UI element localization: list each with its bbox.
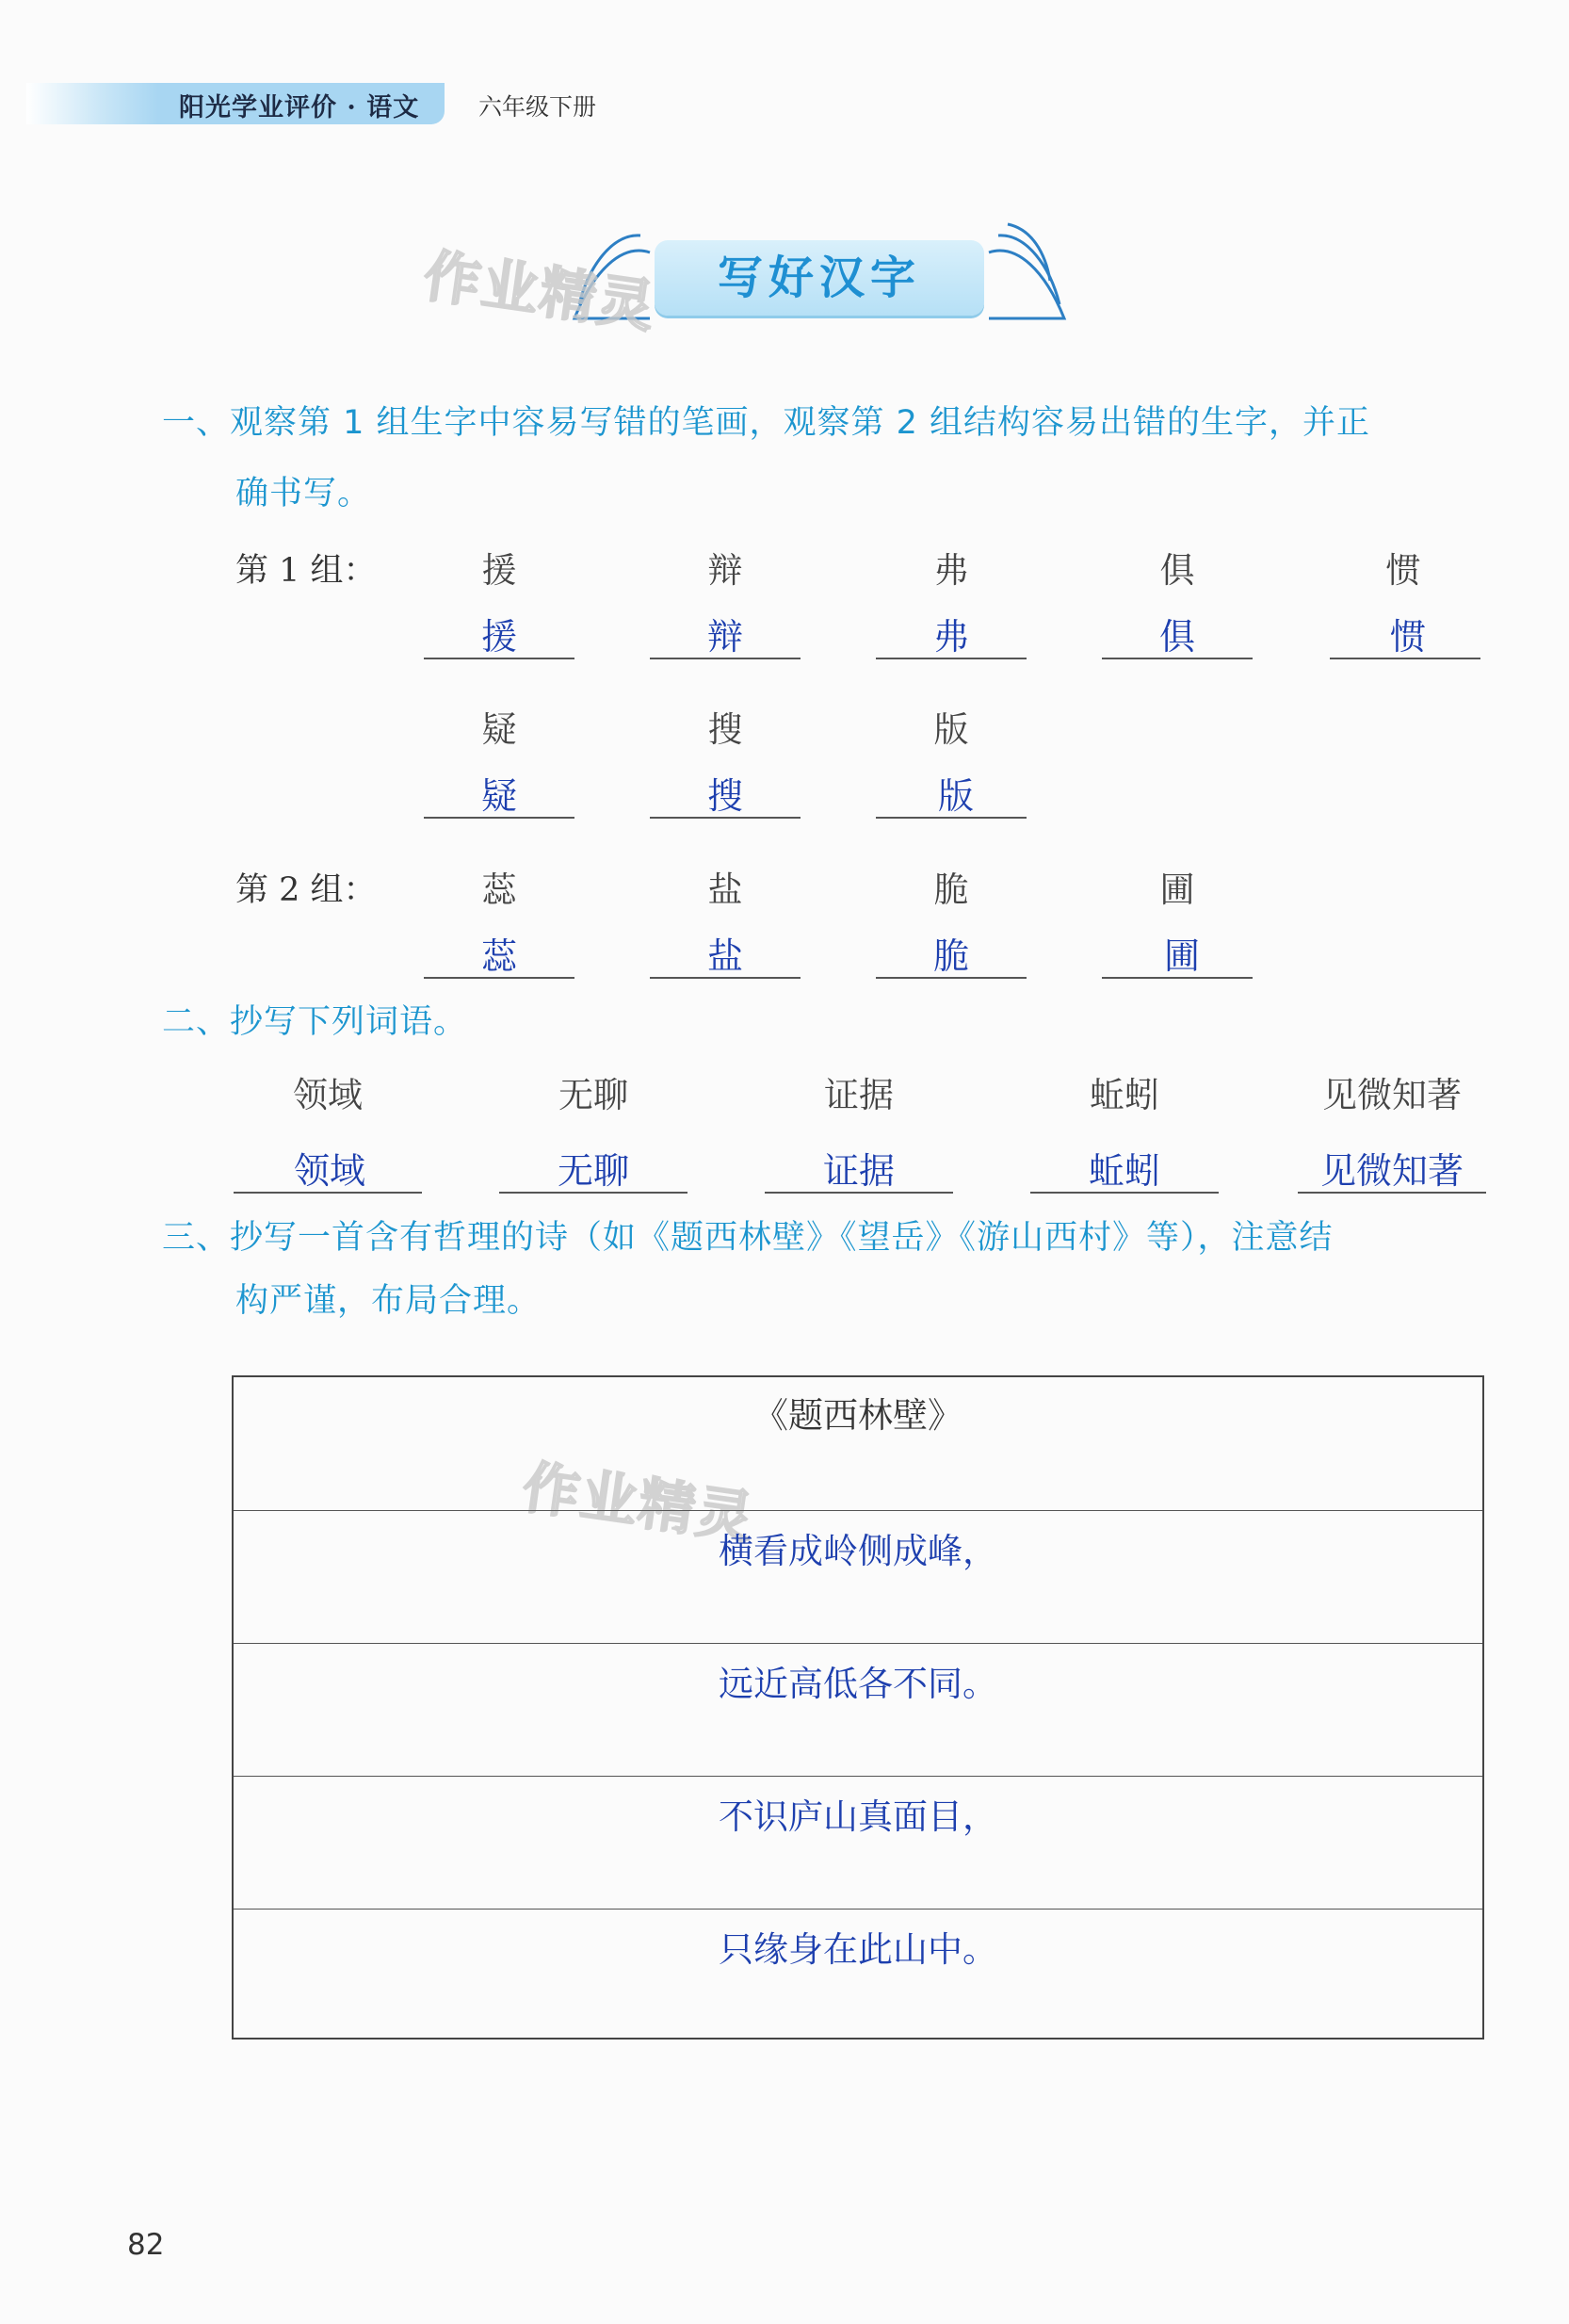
poem-row	[234, 1643, 1482, 1776]
handwritten-answer: 疑	[480, 775, 517, 817]
question-3-line-1: 三、抄写一首含有哲理的诗（如《题西林壁》《望岳》《游山西村》等），注意结	[162, 1219, 1334, 1257]
printed-char: 疑	[481, 709, 517, 750]
printed-char: 弗	[933, 550, 969, 591]
printed-word: 蚯蚓	[1090, 1075, 1159, 1115]
answer-line	[424, 977, 574, 979]
answer-line	[650, 977, 801, 979]
printed-char: 搜	[707, 709, 743, 750]
printed-word: 证据	[824, 1075, 894, 1115]
answer-line	[234, 1192, 422, 1194]
printed-char: 圃	[1159, 869, 1195, 910]
watermark: 作业精灵	[518, 1455, 759, 1552]
poem-title: 《题西林壁》	[753, 1395, 962, 1436]
printed-char: 辩	[707, 550, 743, 591]
handwritten-word: 无聊	[557, 1150, 629, 1192]
watermark: 作业精灵	[419, 243, 660, 341]
handwritten-word: 领域	[293, 1150, 365, 1192]
question-2-heading: 二、抄写下列词语。	[162, 1003, 468, 1041]
answer-line	[876, 658, 1027, 659]
poem-row	[234, 1909, 1482, 2041]
answer-line	[650, 817, 801, 819]
answer-line	[1102, 658, 1253, 659]
printed-char: 盐	[707, 869, 743, 910]
header-ribbon	[26, 83, 158, 124]
printed-word: 无聊	[558, 1075, 628, 1115]
series-title: 阳光学业评价 · 语文	[179, 93, 420, 122]
handwritten-answer: 圃	[1163, 935, 1200, 977]
printed-char: 援	[481, 550, 517, 591]
answer-line	[876, 977, 1027, 979]
handwritten-answer: 援	[480, 616, 517, 658]
title-box	[655, 240, 984, 316]
handwritten-answer: 蕊	[480, 935, 517, 977]
group-1-label: 第 1 组：	[235, 552, 377, 590]
handwritten-answer: 脆	[932, 935, 969, 977]
handwritten-answer: 版	[937, 775, 974, 817]
printed-char: 蕊	[481, 869, 517, 910]
poem-line: 横看成岭侧成峰，	[719, 1531, 997, 1571]
grade-label: 六年级下册	[478, 93, 597, 121]
answer-line	[424, 817, 574, 819]
question-1-line-2: 确书写。	[235, 475, 372, 512]
poem-row	[234, 1776, 1482, 1909]
handwritten-answer: 搜	[706, 775, 743, 817]
answer-line	[1030, 1192, 1219, 1194]
handwritten-answer: 惯	[1389, 616, 1426, 658]
printed-char: 脆	[933, 869, 969, 910]
answer-line	[876, 817, 1027, 819]
handwritten-answer: 俱	[1158, 616, 1195, 658]
handwritten-word: 见微知著	[1319, 1150, 1464, 1192]
answer-line	[1298, 1192, 1486, 1194]
printed-char: 惯	[1385, 550, 1421, 591]
printed-char: 版	[933, 709, 969, 750]
answer-line	[650, 658, 801, 659]
answer-line	[1330, 658, 1480, 659]
handwritten-answer: 辩	[706, 616, 743, 658]
handwritten-word: 蚯蚓	[1088, 1150, 1160, 1192]
page-number: 82	[127, 2228, 165, 2262]
group-2-label: 第 2 组：	[235, 871, 377, 909]
question-3-line-2: 构严谨，布局合理。	[235, 1282, 542, 1320]
poem-writing-table	[232, 1375, 1484, 2040]
printed-char: 俱	[1159, 550, 1195, 591]
page-title: 写好汉字	[717, 252, 921, 304]
handwritten-word: 证据	[822, 1150, 895, 1192]
printed-word: 见微知著	[1322, 1075, 1462, 1115]
poem-row	[234, 1377, 1482, 1510]
handwritten-answer: 盐	[706, 935, 743, 977]
answer-line	[1102, 977, 1253, 979]
handwritten-answer: 弗	[932, 616, 969, 658]
poem-line: 只缘身在此山中。	[719, 1929, 997, 1970]
printed-word: 领域	[293, 1075, 363, 1115]
answer-line	[499, 1192, 687, 1194]
question-1-line-1: 一、观察第 1 组生字中容易写错的笔画，观察第 2 组结构容易出错的生字，并正	[162, 404, 1371, 442]
answer-line	[424, 658, 574, 659]
poem-row	[234, 1510, 1482, 1643]
poem-line: 不识庐山真面目，	[719, 1796, 997, 1837]
answer-line	[765, 1192, 953, 1194]
poem-line: 远近高低各不同。	[719, 1664, 997, 1704]
